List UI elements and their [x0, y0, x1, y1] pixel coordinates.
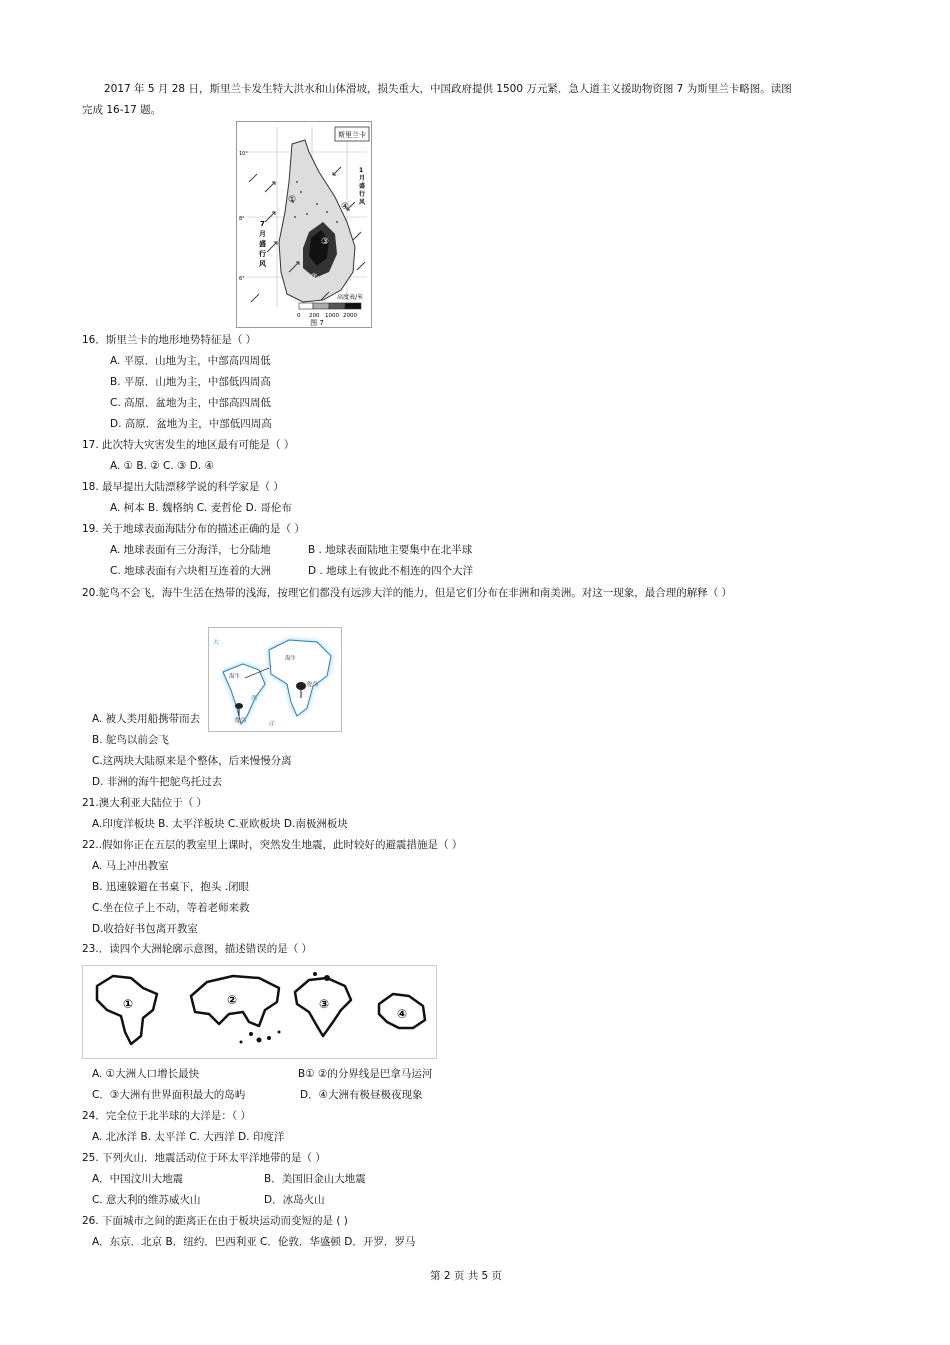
legend-tick: 2000 — [343, 313, 357, 319]
legend-tick: 1000 — [325, 313, 339, 319]
q22-option-c: C.坐在位子上不动，等着老师来救 — [92, 902, 250, 914]
figure-caption: 图 7 — [310, 319, 324, 327]
marker-4: ④ — [341, 202, 350, 212]
wind-label-right: 盛 — [359, 183, 366, 190]
q20-option-a: A. 被人类用船携带而去 — [92, 713, 201, 725]
q20-option-d: D. 非洲的海牛把鸵鸟托过去 — [92, 776, 223, 788]
page-footer: 第 2 页 共 5 页 — [430, 1270, 503, 1282]
q24-options: A. 北冰洋 B. 太平洋 C. 大西洋 D. 印度洋 — [92, 1131, 285, 1143]
sri-lanka-map-svg — [237, 122, 371, 327]
q16-option-c: C. 高原．盆地为主，中部高四周低 — [110, 397, 272, 409]
q25-option-b: B．美国旧金山大地震 — [264, 1173, 366, 1185]
q19-option-c: C. 地球表面有六块相互连着的大洲 — [110, 565, 272, 577]
manatee-label: 海牛 — [285, 656, 297, 662]
q26-options: A．东京．北京 B．纽约．巴西利亚 C．伦敦．华盛顿 D．开罗．罗马 — [92, 1236, 416, 1248]
q23-option-b: B① ②的分界线是巴拿马运河 — [298, 1068, 433, 1080]
manatee-label: 海牛 — [229, 674, 241, 680]
q21-options: A.印度洋板块 B. 太平洋板块 C.亚欧板块 D.南极洲板块 — [92, 818, 348, 830]
q26-stem: 26. 下面城市之间的距离正在由于板块运动而变短的是 ( ) — [82, 1215, 348, 1227]
wind-label-left: 盛 — [259, 240, 266, 248]
wind-label-left: 7 — [260, 220, 265, 228]
q18-options: A. 柯本 B. 魏格纳 C. 麦哲伦 D. 哥伦布 — [110, 502, 292, 514]
continent-marker-2: ② — [227, 993, 238, 1007]
q20-stem: 20.鸵鸟不会飞，海牛生活在热带的浅海，按理它们都没有远涉大洋的能力，但是它们分布在非洲和南美洲。对这一现象，最合理的解释（ ） — [82, 587, 733, 599]
continent-marker-3: ③ — [319, 997, 330, 1011]
q22-option-d: D.收拾好书包离开教室 — [92, 923, 198, 935]
q16-option-b: B. 平原．山地为主，中部低四周高 — [110, 376, 271, 388]
intro-line-2: 完成 16-17 题。 — [82, 104, 162, 116]
q23-option-c: C．③大洲有世界面积最大的岛屿 — [92, 1089, 246, 1101]
continent-marker-4: ④ — [397, 1007, 408, 1021]
q19-option-b: B . 地球表面陆地主要集中在北半球 — [308, 544, 473, 556]
africa-outline — [269, 640, 331, 716]
marker-2: ② — [310, 273, 319, 283]
q22-stem: 22..假如你正在五层的教室里上课时，突然发生地震，此时较好的避震措施是（ ） — [82, 839, 463, 851]
continent-marker-1: ① — [123, 997, 134, 1011]
q17-options: A. ① B. ② C. ③ D. ④ — [110, 460, 214, 472]
map-title: 斯里兰卡 — [338, 131, 366, 139]
legend-tick: 0 — [297, 313, 301, 319]
africa-samerica-svg — [209, 628, 341, 731]
legend-tick: 200 — [309, 313, 320, 319]
south-america-outline — [223, 664, 265, 724]
ocean-label: 大 — [213, 639, 220, 646]
q25-option-a: A．中国汶川大地震 — [92, 1173, 184, 1185]
lat-tick: 8° — [239, 216, 245, 222]
q23-stem: 23.．读四个大洲轮廓示意图，描述错误的是（ ） — [82, 943, 313, 955]
wind-label-left: 月 — [259, 230, 266, 238]
q20-option-b: B. 鸵鸟以前会飞 — [92, 734, 169, 746]
ostrich-label: 鸵鸟 — [307, 682, 319, 688]
q23-option-a: A. ①大洲人口增长最快 — [92, 1068, 200, 1080]
wind-label-left: 行 — [259, 250, 266, 258]
wind-label-right: 1 — [359, 167, 364, 174]
q25-option-c: C. 意大利的维苏威火山 — [92, 1194, 201, 1206]
q18-stem: 18. 最早提出大陆漂移学说的科学家是（ ） — [82, 481, 284, 493]
lat-tick: 6° — [239, 276, 245, 282]
continents-outline-figure — [82, 965, 437, 1059]
wind-label-left: 风 — [259, 260, 266, 268]
marker-3: ③ — [321, 237, 330, 247]
ostrich-label: 鸵鸟 — [235, 718, 247, 724]
wind-label-right: 月 — [359, 175, 366, 182]
q16-option-d: D. 高原．盆地为主，中部低四周高 — [110, 418, 272, 430]
q19-option-a: A. 地球表面有三分海洋，七分陆地 — [110, 544, 271, 556]
q22-option-a: A. 马上冲出教室 — [92, 860, 169, 872]
q25-stem: 25. 下列火山．地震活动位于环太平洋地带的是（ ） — [82, 1152, 326, 1164]
wind-label-right: 风 — [359, 199, 366, 206]
ocean-label: 西 — [251, 695, 258, 702]
q16-option-a: A. 平原．山地为主，中部高四周低 — [110, 355, 271, 367]
sri-lanka-map — [236, 121, 372, 328]
lat-tick: 10° — [239, 151, 248, 157]
q25-option-d: D．冰岛火山 — [264, 1194, 325, 1206]
q19-option-d: D . 地球上有彼此不相连的四个大洋 — [308, 565, 474, 577]
q21-stem: 21.澳大利亚大陆位于（ ） — [82, 797, 208, 809]
wind-label-right: 行 — [359, 191, 366, 198]
q22-option-b: B. 迅速躲避在书桌下，抱头 .闭眼 — [92, 881, 250, 893]
marker-1: ① — [288, 195, 297, 205]
q24-stem: 24．完全位于北半球的大洋是：（ ） — [82, 1110, 251, 1122]
ocean-label: 洋 — [269, 721, 276, 728]
q16-stem: 16．斯里兰卡的地形地势特征是（ ） — [82, 334, 257, 346]
intro-line-1: 2017 年 5 月 28 日，斯里兰卡发生特大洪水和山体滑坡，损失重大，中国政府提供 1500 万元紧．急人道主义援助物资图 7 为斯里兰卡略图。读图 — [104, 83, 792, 95]
africa-samerica-map — [208, 627, 342, 732]
q17-stem: 17. 此次特大灾害发生的地区最有可能是（ ） — [82, 439, 295, 451]
continents-svg — [83, 966, 436, 1058]
q19-stem: 19. 关于地球表面海陆分布的描述正确的是（ ） — [82, 523, 305, 535]
q20-option-c: C.这两块大陆原来是个整体，后来慢慢分离 — [92, 755, 292, 767]
legend-title: 高度表/米 — [337, 294, 364, 301]
q23-option-d: D．④大洲有极昼极夜现象 — [300, 1089, 423, 1101]
